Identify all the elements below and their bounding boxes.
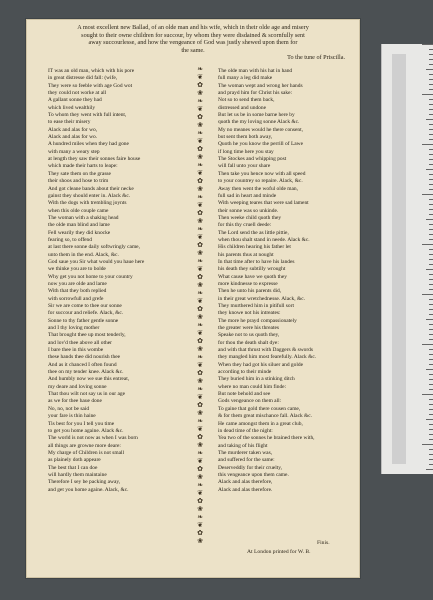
verse-line-right: His children hearing his father let [218, 244, 291, 251]
right-column [218, 68, 353, 494]
verse-line-left: my deare and loving sonne [48, 383, 107, 390]
ruler-tick [429, 79, 433, 80]
verse-line-left: Alack and alas for wo. [48, 134, 98, 141]
ruler-tick [429, 354, 433, 355]
divider-ornament-icon: ❧ [197, 65, 203, 73]
divider-ornament-icon: ❦ [197, 201, 203, 209]
ruler-tick [429, 99, 433, 100]
title-line-1: A most excellent new Ballad, of an olde man and his wife, which in their olde age and misery [77, 24, 309, 31]
verse-line-right: The more he prayd compassionately [218, 317, 297, 324]
divider-ornament-icon: ❧ [197, 161, 203, 169]
divider-ornament-icon: ❧ [197, 449, 203, 457]
ruler-tick [426, 319, 433, 320]
verse-line-right: in their great wretchednesse. Alack, &c. [218, 295, 305, 302]
verse-line-right: for this thy cruell deede: [218, 222, 272, 229]
ruler-tick [429, 334, 433, 335]
divider-ornament-icon: ✿ [197, 465, 203, 473]
verse-line-left: Therefore I sey be packing away, [48, 479, 121, 486]
divider-ornament-icon: ❧ [197, 225, 203, 233]
verse-line-left: for succour and reliefe. Alack, &c. [48, 310, 124, 317]
divider-ornament-icon: ❧ [197, 257, 203, 265]
ruler-tick [429, 159, 433, 160]
divider-ornament-icon: ❦ [197, 73, 203, 81]
divider-ornament-icon: ✿ [197, 273, 203, 281]
verse-line-left: and lov'd thee above all other [48, 339, 112, 346]
ruler-tick [429, 239, 433, 240]
verse-line-right: Away then went the woful olde man, [218, 185, 298, 192]
divider-ornament-icon: ❀ [197, 537, 203, 545]
ruler-tick [429, 439, 433, 440]
verse-line-left: With that they both replied [48, 288, 107, 295]
divider-ornament-icon: ❦ [197, 105, 203, 113]
divider-ornament-icon: ❦ [197, 265, 203, 273]
ruler-tick [429, 74, 433, 75]
divider-ornament-icon: ❀ [197, 441, 203, 449]
verse-line-left: which made their harts to leape: [48, 163, 118, 170]
verse-line-left: now you are olde and lame [48, 280, 107, 287]
verse-line-left: to get you home againe. Alack &c. [48, 427, 124, 434]
verse-line-left: That thou wilt not say us in our age [48, 391, 126, 398]
verse-line-right: more kindnesse to expresse [218, 280, 278, 287]
divider-ornament-icon: ✿ [197, 113, 203, 121]
verse-line-right: and suffered for the same: [218, 457, 275, 464]
ruler-tick [429, 384, 433, 385]
verse-line-right: when thou shalt stand in neede. Alack &c. [218, 236, 310, 243]
verse-line-left: Alack and alas for wo, [48, 126, 98, 133]
ruler-tick [429, 229, 433, 230]
divider-ornament-icon: ❀ [197, 409, 203, 417]
divider-ornament-icon: ✿ [197, 81, 203, 89]
divider-ornament-icon: ❀ [197, 281, 203, 289]
left-column [48, 68, 188, 494]
ruler-tick [426, 269, 433, 270]
divider-ornament-icon: ❧ [197, 289, 203, 297]
verse-line-right: they mangled him most fearefully. Alack &c. [218, 354, 317, 361]
ruler-tick [429, 254, 433, 255]
verse-line-right: distressed and undone [218, 104, 267, 111]
ruler-tick [422, 44, 433, 45]
verse-line-right: will fall unto your share [218, 163, 271, 170]
divider-ornament-icon: ❦ [197, 457, 203, 465]
ruler-tick [429, 234, 433, 235]
ruler-tick [429, 189, 433, 190]
verse-line-left: And as it chanced I often found [48, 361, 117, 368]
verse-line-right: What cause have we quoth they [218, 273, 287, 280]
verse-line-left: God saue you Sir what would you haue here [48, 258, 145, 265]
verse-line-right: Quoth he you know the perrill of Lawe [218, 141, 304, 148]
divider-ornament-icon: ❀ [197, 89, 203, 97]
verse-line-right: Deserveddly for their cruelty, [218, 464, 282, 471]
ruler-tick [429, 434, 433, 435]
ruler-tick [429, 259, 433, 260]
verse-line-right: In that time after to have his landes [218, 258, 295, 265]
verse-line-left: Sonne to thy father gentle sonne [48, 317, 119, 324]
ruler-tick [429, 404, 433, 405]
ruler-tick [429, 304, 433, 305]
ruler-tick [429, 149, 433, 150]
verse-line-right: Gods vengeance on them all: [218, 398, 282, 405]
divider-ornament-icon: ❀ [197, 345, 203, 353]
verse-line-left: IT was an old man, which with his pore [48, 68, 135, 74]
ruler-tick [429, 464, 433, 465]
verse-line-left: thee on my tender knee. Alack &c. [48, 369, 124, 376]
verse-line-left: The woman with a shaking head [48, 214, 119, 221]
divider-ornament-icon: ❧ [197, 97, 203, 105]
verse-line-left: they could not worke at all [48, 90, 107, 97]
verse-line-left: and get you home againe. Alack, &c. [48, 486, 129, 493]
divider-ornament-icon: ❦ [197, 329, 203, 337]
verse-line-left: will hardly them maintaine [48, 471, 107, 478]
verse-line-right: The olde man with his hat in hand [218, 68, 293, 74]
measurement-ruler [381, 44, 433, 474]
divider-ornament-icon: ❧ [197, 513, 203, 521]
verse-line-right: to your countrey so repaire. Alack, &c. [218, 178, 303, 185]
ruler-tick [429, 429, 433, 430]
ruler-tick [422, 394, 433, 395]
verse-line-left: to ease their misery [48, 119, 91, 126]
verse-line-right: they knowe not his intreates: [218, 310, 281, 317]
verse-line-right: if long time here you stay [218, 148, 274, 155]
verse-line-left: The world is not now as when I was born [48, 435, 138, 442]
divider-ornament-icon: ✿ [197, 497, 203, 505]
ruler-tick [429, 64, 433, 65]
ruler-tick [429, 199, 433, 200]
divider-ornament-icon: ❀ [197, 473, 203, 481]
verse-line-right: Yea two of the sonnes he brained there with, [218, 435, 315, 442]
verse-line-left: your fare is thin haine [48, 413, 96, 420]
divider-ornament-icon: ❦ [197, 233, 203, 241]
ruler-tick [426, 419, 433, 420]
verse-line-right: in dead time of the night: [218, 427, 273, 434]
ruler-tick [429, 139, 433, 140]
ruler-tick [429, 329, 433, 330]
ruler-tick [422, 144, 433, 145]
ballad-sheet [26, 19, 360, 578]
ruler-tick [429, 59, 433, 60]
ruler-tick [429, 399, 433, 400]
divider-ornament-icon: ❧ [197, 481, 203, 489]
verse-line-left: these hands thee did nourish thee [48, 354, 121, 361]
divider-ornament-icon: ❧ [197, 321, 203, 329]
verse-line-left: at length they saw their sonnes faire house [48, 156, 141, 163]
ruler-tick [429, 154, 433, 155]
verse-line-left: with sorrowfull and grefe [48, 295, 104, 302]
divider-ornament-icon: ❦ [197, 489, 203, 497]
verse-line-right: The Lord send the as little pittie, [218, 229, 289, 236]
ruler-tick [429, 359, 433, 360]
verse-line-right: Then he unto his parents did, [218, 288, 282, 295]
verse-line-right: They murthered him in pitifull sort [218, 303, 294, 309]
ruler-tick [429, 224, 433, 225]
ruler-tick [429, 274, 433, 275]
title-line-4: the same. [181, 46, 205, 54]
verse-line-right: Speake not to us quoth they, [218, 332, 280, 339]
divider-ornament-icon: ✿ [197, 145, 203, 153]
verse-line-right: his parents thus at nought [218, 251, 274, 258]
verse-line-left: And humbly now we sue this entreat, [48, 376, 130, 383]
verse-line-right: With weeping teares that were sad lament [218, 200, 309, 207]
ruler-tick [429, 264, 433, 265]
verse-line-right: The woman wept and wrong her hands [218, 82, 303, 89]
ruler-tick [429, 309, 433, 310]
ruler-tick [426, 69, 433, 70]
verse-line-left: They were so feeble with age God wot [48, 82, 133, 89]
divider-ornament-icon: ❀ [197, 505, 203, 513]
verse-line-right: and prayd him for Christ his sake: [218, 90, 292, 97]
ruler-tick [429, 314, 433, 315]
verse-line-right: quoth the my loving sonne Alack &c. [218, 119, 300, 126]
ruler-tick [422, 94, 433, 95]
ruler-tick [429, 214, 433, 215]
verse-line-left: That brought thee up most tenderly, [48, 332, 126, 339]
ruler-tick [429, 124, 433, 125]
verse-line-right: & for them great mischance fall. Alack &c. [218, 413, 313, 420]
ruler-tick [429, 179, 433, 180]
verse-line-left: all things are growne more deare: [48, 442, 121, 449]
verse-line-left: gainst they should enter in. Alack &c. [48, 192, 131, 199]
divider-ornament-icon: ❦ [197, 521, 203, 529]
title-line-3: away succourlesse, and how the vengeance of God was justly shewed upon them for [88, 39, 298, 47]
verse-line-right: for thou the death shalt dye: [218, 339, 279, 346]
printer-imprint: At London printed for W. B. [247, 549, 311, 555]
verse-line-left: A gallant sonne they had [48, 97, 102, 104]
verse-line-right: and with that thrust with Daggers & swords [218, 347, 313, 354]
ruler-tick [429, 409, 433, 410]
ruler-tick [426, 119, 433, 120]
divider-ornament-icon: ✿ [197, 177, 203, 185]
ruler-band [392, 54, 406, 464]
verse-line-left: unto them in the end. Alack, &c. [48, 251, 119, 258]
verse-line-left: And got cleane bands about their necke [48, 185, 134, 192]
divider-ornament-icon: ❧ [197, 417, 203, 425]
verse-line-left: A hundred miles when they had gone [48, 141, 129, 148]
title-line-2: sought to their owne children for succour, by whom they were disdained & scornfully sent [81, 31, 305, 39]
verse-line-right: Alack and alas therefore, [218, 479, 273, 486]
verse-line-left: With the dogs with trembling joynts [48, 200, 127, 207]
ruler-tick [429, 324, 433, 325]
verse-line-left: which lived wealthily [48, 104, 96, 111]
ruler-tick [422, 444, 433, 445]
verse-line-left: No, no, not be said [48, 405, 90, 412]
verse-line-left: and I thy loving mother [48, 325, 100, 332]
verse-line-right: where no man could him finde: [218, 383, 287, 390]
verse-line-right: He came amongst them in a great club, [218, 420, 303, 427]
divider-ornament-icon: ❧ [197, 129, 203, 137]
divider-ornament-icon: ✿ [197, 529, 203, 537]
ruler-tick [429, 109, 433, 110]
verse-line-right: To gaine that gold there cousen came, [218, 405, 301, 412]
verse-line-left: with many a weary step [48, 148, 100, 155]
ruler-tick [422, 294, 433, 295]
verse-line-left: I bare thee in this wombe [48, 347, 104, 354]
ruler-tick [429, 54, 433, 55]
ruler-tick [429, 424, 433, 425]
ruler-tick [429, 129, 433, 130]
verse-line-right: My no meanes would he there consent, [218, 126, 304, 133]
divider-ornament-icon: ❀ [197, 249, 203, 257]
ruler-tick [426, 369, 433, 370]
verse-line-left: when this olde couple came [48, 207, 109, 214]
verse-line-right: and taking of his flight [218, 442, 268, 449]
verse-line-left: Tis best for you I tell you time [48, 420, 115, 427]
ruler-tick [429, 249, 433, 250]
ruler-tick [429, 374, 433, 375]
divider-ornament-icon: ❀ [197, 377, 203, 385]
divider-ornament-icon: ❀ [197, 217, 203, 225]
divider-ornament-icon: ❦ [197, 137, 203, 145]
verse-line-left: in great distresse did fall: (wife, [48, 75, 118, 82]
divider-ornament-icon: ❦ [197, 169, 203, 177]
verse-line-left: Sir we are come to thee our sonne [48, 303, 122, 309]
divider-ornament-icon: ❧ [197, 353, 203, 361]
ruler-tick [429, 389, 433, 390]
ruler-tick [429, 364, 433, 365]
verse-line-right: the greater were his threates [218, 325, 279, 332]
verse-line-left: as we for thee haue done [48, 398, 102, 405]
divider-ornament-icon: ✿ [197, 433, 203, 441]
divider-ornament-icon: ✿ [197, 369, 203, 377]
verse-line-right: according to their minde [218, 369, 272, 376]
ornamental-divider [193, 66, 207, 551]
verse-line-left: They sate them on the grasse [48, 170, 111, 177]
verse-line-left: at last there sonne daily softwringly came, [48, 244, 140, 251]
verse-line-left: fearing so, to offend [48, 236, 92, 243]
ruler-tick [429, 209, 433, 210]
ruler-tick [429, 279, 433, 280]
divider-ornament-icon: ❧ [197, 385, 203, 393]
verse-line-right: this vengeance upon them came. [218, 471, 289, 478]
divider-ornament-icon: ✿ [197, 305, 203, 313]
verse-line-right: Not so to send them back, [218, 97, 275, 104]
ruler-tick [429, 204, 433, 205]
verse-line-right: his death they subtilly wrought [218, 266, 286, 273]
ruler-tick [429, 299, 433, 300]
ruler-tick [429, 414, 433, 415]
divider-ornament-icon: ❀ [197, 153, 203, 161]
ruler-tick [429, 284, 433, 285]
verse-line-right: but sent them both away, [218, 134, 273, 141]
verse-line-left: as plainely doth appeare [48, 457, 101, 464]
ruler-tick [422, 344, 433, 345]
tune-note: To the tune of Priscilla. [287, 54, 345, 61]
verse-line-right: But note behold and see [218, 391, 271, 398]
ruler-tick [429, 89, 433, 90]
ruler-tick [429, 289, 433, 290]
verse-line-right: The murderer taken was, [218, 449, 273, 456]
verse-line-left: their shoos and hose to trim [48, 178, 109, 185]
divider-ornament-icon: ✿ [197, 337, 203, 345]
divider-ornament-icon: ❦ [197, 425, 203, 433]
ruler-tick [426, 169, 433, 170]
divider-ornament-icon: ❦ [197, 393, 203, 401]
ruler-tick [429, 134, 433, 135]
verse-line-right: They buried him in a stinking ditch [218, 376, 295, 383]
divider-ornament-icon: ✿ [197, 241, 203, 249]
ruler-tick [429, 379, 433, 380]
verse-line-left: My charge of Children is not small [48, 449, 125, 456]
verse-line-right: When they had got his siluer and golde [218, 361, 304, 368]
verse-line-left: the olde man blind and lame [48, 222, 110, 229]
ruler-tick [429, 454, 433, 455]
verse-line-left: The best that I can doe [48, 464, 98, 471]
verse-line-right: full many a leg did make [218, 75, 273, 82]
ruler-tick [422, 244, 433, 245]
ruler-tick [429, 459, 433, 460]
ruler-tick [426, 469, 433, 470]
divider-ornament-icon: ❀ [197, 185, 203, 193]
ruler-tick [426, 219, 433, 220]
ruler-tick [429, 114, 433, 115]
verse-line-right: The Stockes and whipping post [218, 156, 287, 163]
verse-line-left: Why get you not home to your country [48, 273, 133, 280]
verse-line-left: we thinke you are to bolde [48, 266, 106, 273]
divider-ornament-icon: ❀ [197, 121, 203, 129]
ruler-tick [429, 339, 433, 340]
verse-line-right: Then take you hence now with all speed [218, 170, 306, 177]
ruler-tick [429, 449, 433, 450]
divider-ornament-icon: ❦ [197, 361, 203, 369]
ruler-tick [429, 84, 433, 85]
ruler-tick [429, 349, 433, 350]
ruler-tick [429, 49, 433, 50]
verse-line-right: Then weeke child quoth they [218, 214, 282, 221]
ruler-tick [429, 184, 433, 185]
ruler-tick [429, 174, 433, 175]
verse-line-left: Fell wearily they did knocke [48, 229, 111, 236]
ruler-tick [429, 164, 433, 165]
divider-ornament-icon: ❀ [197, 313, 203, 321]
finis-label: Finis. [317, 540, 330, 546]
ruler-tick [429, 104, 433, 105]
ballad-title [37, 24, 349, 54]
verse-line-right: full sad in heart and minde [218, 192, 277, 199]
verse-line-left: To whom they went with full intent, [48, 112, 127, 119]
verse-line-right: But let us be in some barne here by [218, 112, 295, 119]
divider-ornament-icon: ✿ [197, 209, 203, 217]
verse-line-right: their sonne was so unkinde. [218, 207, 279, 214]
divider-ornament-icon: ✿ [197, 401, 203, 409]
divider-ornament-icon: ❧ [197, 193, 203, 201]
verse-line-right: Alack and alas therefore. [218, 486, 273, 493]
divider-ornament-icon: ❦ [197, 297, 203, 305]
ruler-tick [422, 194, 433, 195]
